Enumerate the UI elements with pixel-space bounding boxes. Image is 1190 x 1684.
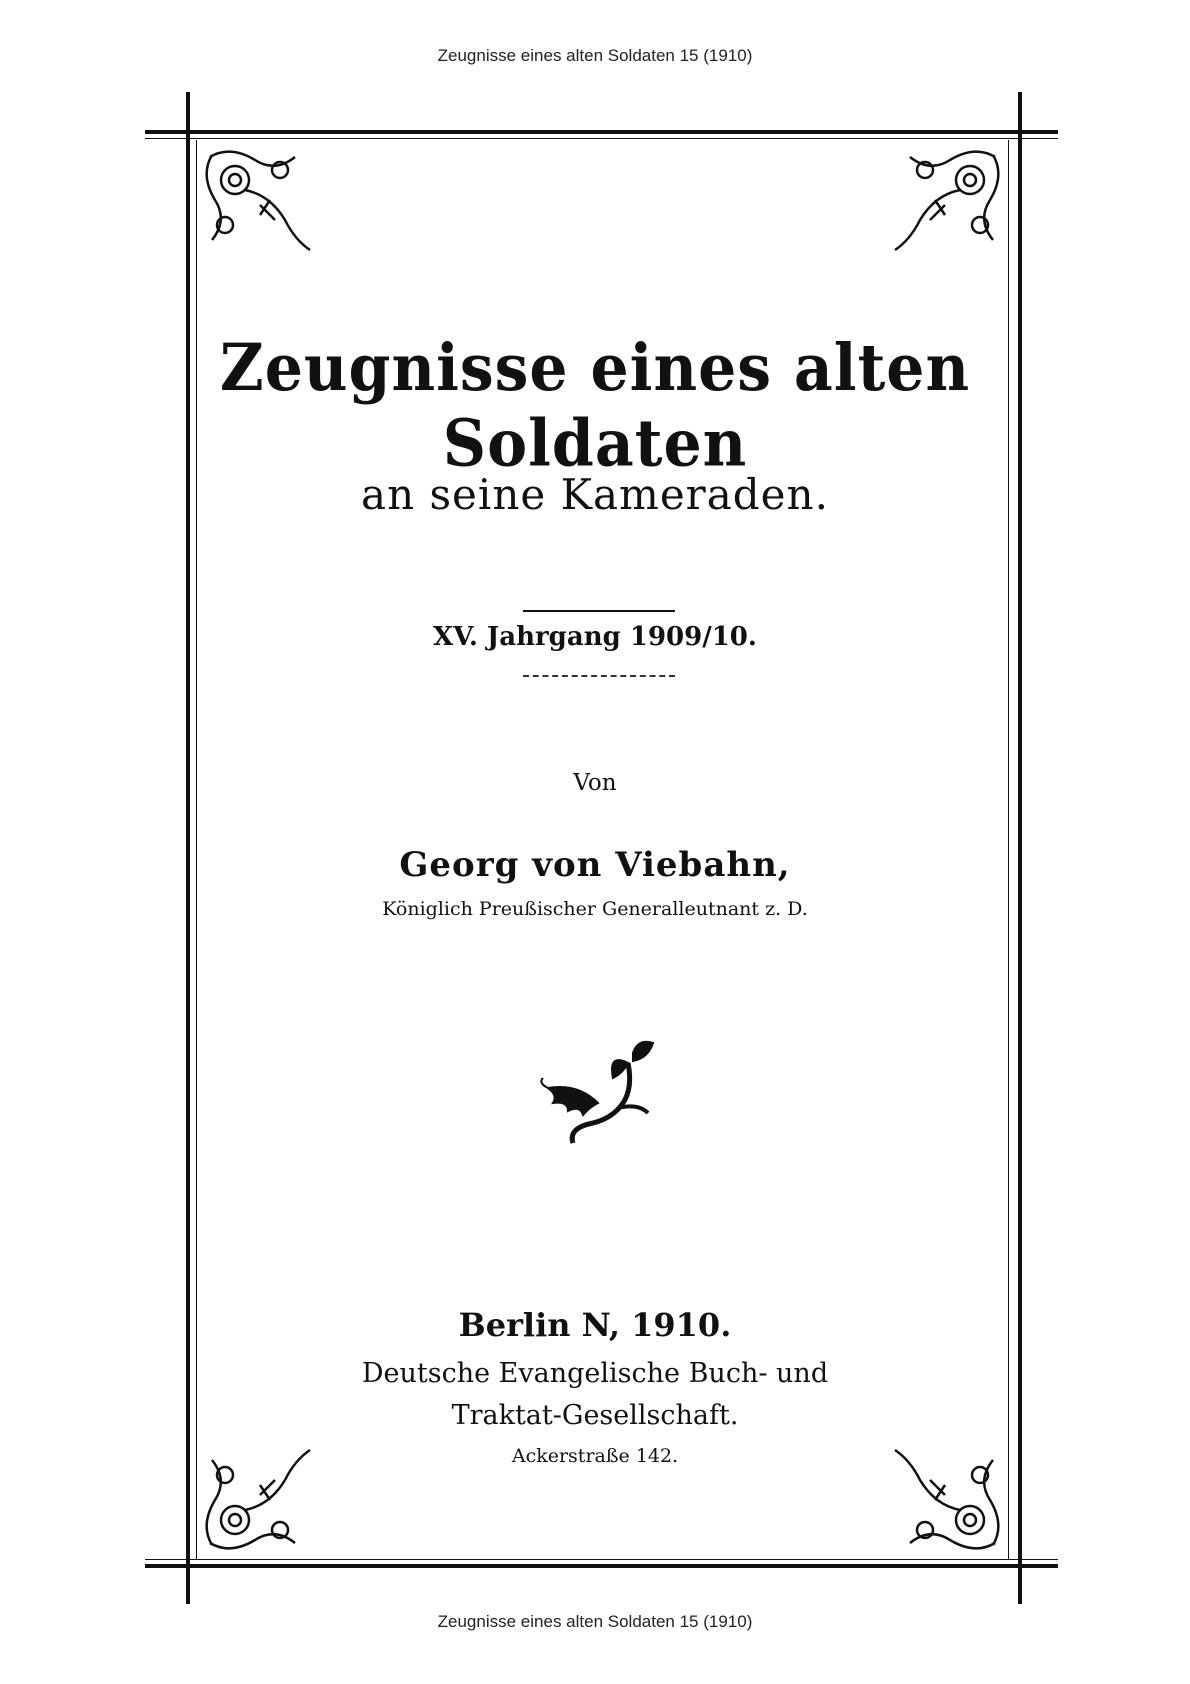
volume-line: XV. Jahrgang 1909/10. xyxy=(433,622,757,652)
book-subtitle: an seine Kameraden. xyxy=(361,470,829,519)
by-line: Von xyxy=(573,770,617,796)
running-header: Zeugnisse eines alten Soldaten 15 (1910) xyxy=(437,46,753,65)
book-title: Zeugnisse eines alten Soldaten xyxy=(219,330,971,482)
divider-rule-bottom xyxy=(523,675,675,677)
author-rank: Königlich Preußischer Generalleutnant z. D. xyxy=(382,898,808,920)
flower-sprig-icon xyxy=(538,1033,668,1153)
divider-rule-top xyxy=(523,610,675,612)
publisher-line-2: Traktat-Gesellschaft. xyxy=(451,1400,739,1431)
running-footer: Zeugnisse eines alten Soldaten 15 (1910) xyxy=(437,1612,753,1631)
imprint-place-year: Berlin N, 1910. xyxy=(458,1306,732,1344)
corner-ornament-top-left-icon xyxy=(200,145,315,260)
corner-ornament-top-right-icon xyxy=(890,145,1005,260)
author-name: Georg von Viebahn, xyxy=(399,845,791,885)
publisher-line-1: Deutsche Evangelische Buch- und xyxy=(361,1358,829,1389)
publisher-address: Ackerstraße 142. xyxy=(511,1445,679,1467)
